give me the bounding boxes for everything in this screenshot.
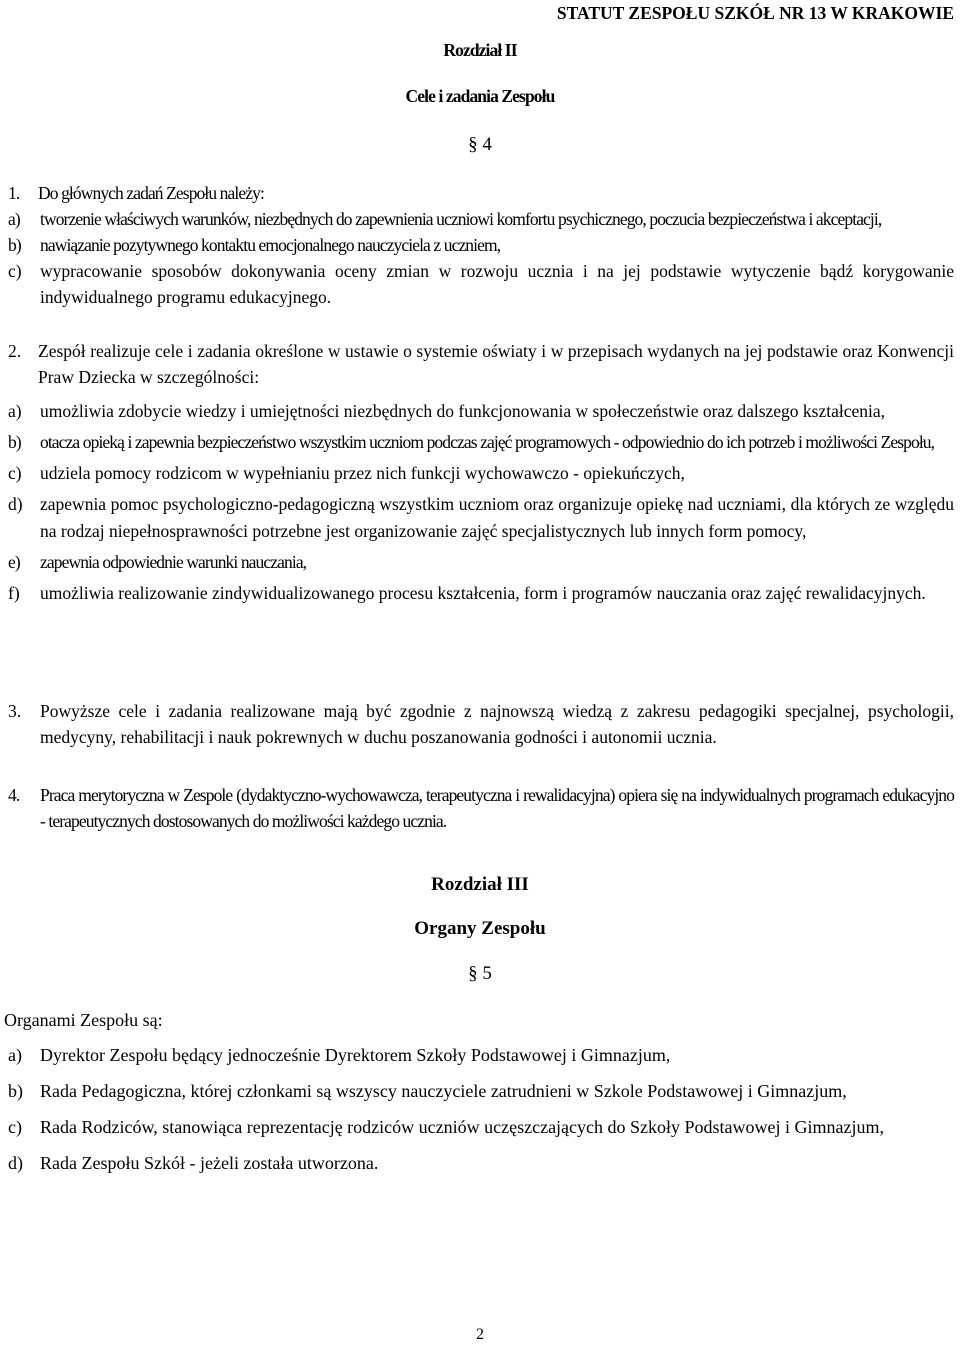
paragraph-1-lead: [8, 180, 954, 206]
list-item: c) wypracowanie sposobów dokonywania oceny zmian w rozwoju ucznia i na jej podstawie wytyczenie bądź korygowanie indywidualnego programu edukacyjnego.: [8, 261, 954, 307]
paragraph-1-number: 1.: [8, 183, 20, 203]
paragraph-3-number: 3.: [8, 701, 22, 721]
list-item: c) Rada Rodziców, stanowiąca reprezentację rodziców uczniów uczęszczających do Szkoły Podstawowej i Gimnazjum,: [8, 1117, 885, 1137]
section-5-heading: § 5: [468, 963, 492, 984]
list-item: b) Rada Pedagogiczna, której członkami są wszyscy nauczyciele zatrudnieni w Szkole Podstawowej i Gimnazjum,: [8, 1081, 847, 1101]
paragraph-4: [8, 782, 954, 834]
chapter-2-title: Rozdział II: [443, 40, 517, 60]
list-item: b) otacza opieką i zapewnia bezpieczeństwo wszystkim uczniom podczas zajęć programowych - odpowiednio do ich potrzeb i możliwości Zespołu,: [8, 432, 935, 452]
paragraph-2-number: 2.: [8, 341, 22, 361]
list-item: b) nawiązanie pozytywnego kontaktu emocjonalnego nauczyciela z uczniem,: [8, 235, 501, 255]
paragraph-2-list: [8, 398, 954, 607]
paragraph-2: [8, 338, 954, 390]
paragraph-3: [8, 698, 954, 750]
chapter-3-title: Rozdział III: [431, 874, 529, 895]
paragraph-4-number: 4.: [8, 785, 20, 805]
paragraph-4-text: Praca merytoryczna w Zespole (dydaktyczno-wychowawcza, terapeutyczna i rewalidacyjna) opiera się na indywidualnych programach edukacyjno - terapeutycznych dostosowanych do możliwości każdego ucznia.: [40, 785, 954, 831]
list-item: e) zapewnia odpowiednie warunki nauczania,: [8, 552, 307, 572]
paragraph-1: [8, 180, 954, 258]
list-item: d) zapewnia pomoc psychologiczno-pedagogiczną wszystkim uczniom oraz organizuje opiekę nad uczniami, dla których ze względu na rodzaj niepełnosprawności potrzebne jest organizowanie zajęć specjalistycznych lub innych form pomocy,: [8, 494, 954, 541]
list-item: c) udziela pomocy rodzicom w wypełnianiu przez nich funkcji wychowawczo - opiekuńczych,: [8, 463, 685, 483]
organs-list: [8, 1042, 954, 1176]
section-4-heading: § 4: [468, 134, 492, 155]
list-item: f) umożliwia realizowanie zindywidualizowanego procesu kształcenia, form i programów nauczania oraz zajęć rewalidacyjnych.: [8, 583, 926, 603]
list-item: a) Dyrektor Zespołu będący jednocześnie Dyrektorem Szkoły Podstawowej i Gimnazjum,: [8, 1045, 671, 1065]
list-item: d) Rada Zespołu Szkół - jeżeli została utworzona.: [8, 1153, 379, 1173]
list-item: a) tworzenie właściwych warunków, niezbędnych do zapewnienia uczniowi komfortu psychicznego, poczucia bezpieczeństwa i akceptacji,: [8, 209, 882, 229]
chapter-2-subtitle: Cele i zadania Zespołu: [405, 86, 555, 106]
paragraph-1-item-c: [8, 258, 954, 310]
paragraph-3-text: Powyższe cele i zadania realizowane mają być zgodnie z najnowszą wiedzą z zakresu pedagogiki specjalnej, psychologii, medycyny, rehabilitacji i nauk pokrewnych w duchu poszanowania godności i autonomii ucznia.: [40, 701, 954, 747]
paragraph-1-text: Do głównych zadań Zespołu należy:: [38, 183, 264, 203]
chapter-3-subtitle: Organy Zespołu: [414, 918, 546, 939]
organs-intro: Organami Zespołu są:: [4, 1010, 163, 1030]
list-item: a) umożliwia zdobycie wiedzy i umiejętności niezbędnych do funkcjonowania w społeczeństwie oraz dalszego kształcenia,: [8, 401, 886, 421]
document-header: STATUT ZESPOŁU SZKÓŁ NR 13 W KRAKOWIE: [556, 3, 954, 23]
paragraph-2-lead: [8, 338, 954, 390]
paragraph-2-text: Zespół realizuje cele i zadania określone w ustawie o systemie oświaty i w przepisach wydanych na jej podstawie oraz Konwencji Praw Dziecka w szczególności:: [38, 341, 954, 387]
page-number: 2: [476, 1326, 484, 1343]
